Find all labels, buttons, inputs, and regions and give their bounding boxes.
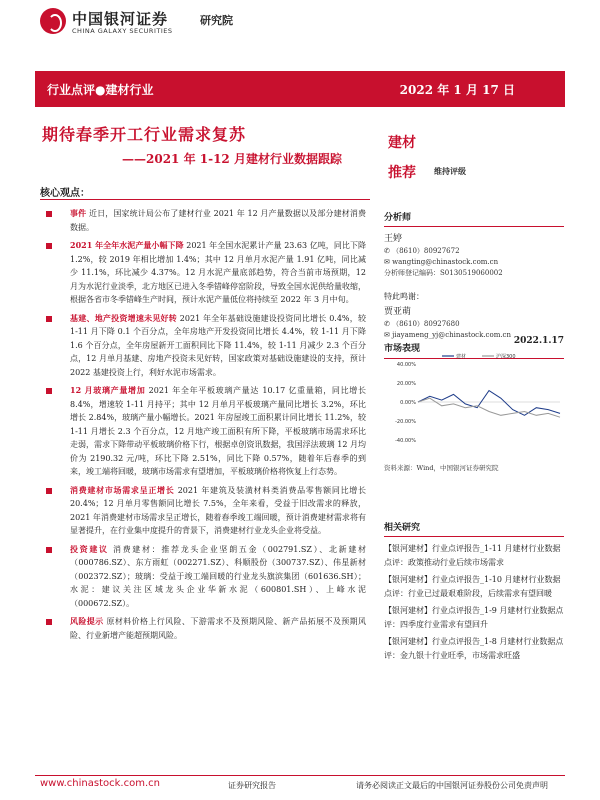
divider — [384, 536, 564, 537]
analyst-label: 分析师 — [384, 213, 412, 223]
y-tick-label: -40.00% — [395, 438, 416, 444]
list-item: 基建、地产投资增速未见好转 2021 年全年基础设施建设投资同比增长 0.4%，较 1-11 月下降 0.1 个百分点，全年房地产开发投资同比增长 4.4%，较 1-11 月下降 1.6 个百分点，全年房屋新开工面积同比下降 11.4%，较 1-11 月减少 2.3 个百分点，12 月单月基建、房地产投资未见好转，国家政策对基础设施建设的支持，预计 2022 基建投资上行，利好水泥市场需求。 — [42, 312, 366, 380]
related-item[interactable]: 【银河建材】行业点评报告_1-9 月建材行业数据点评：四季度行业需求有望回升 — [384, 606, 564, 629]
report-banner — [35, 71, 565, 107]
y-tick-label: 0.00% — [400, 400, 416, 406]
rating-label: 推荐 — [388, 165, 416, 181]
list-item: 风险提示 原材料价格上行风险、下游需求不及预期风险、新产品拓展不及预期风险、行业新增产能超预期风险。 — [42, 615, 366, 642]
assistant-email[interactable]: ✉ jiayameng_yj@chinastock.com.cn — [384, 331, 511, 339]
footer-divider — [35, 775, 565, 776]
bullet-icon — [46, 388, 52, 394]
bullet-icon — [46, 211, 52, 217]
core-points-label: 核心观点： — [40, 188, 90, 199]
report-date: 2022 年 1 月 17 日 — [399, 83, 515, 97]
core-points-list — [42, 207, 366, 647]
divider — [40, 199, 370, 200]
related-item[interactable]: 【银河建材】行业点评报告_1-8 月建材行业数据点评：金九银十行业旺季，市场需求旺盛 — [384, 637, 564, 660]
divider — [384, 226, 564, 227]
page-title: 期待春季开工行业需求复苏 — [42, 125, 247, 144]
y-tick-label: 20.00% — [396, 381, 416, 387]
list-item: 事件 近日，国家统计局公布了建材行业 2021 年 12 月产量数据以及部分建材消费数据。 — [42, 207, 366, 234]
assistant-name: 贾亚萌 — [384, 307, 412, 317]
market-label: 市场表现 — [384, 344, 421, 354]
y-tick-label: -20.00% — [395, 419, 416, 425]
footer-label: 证券研究报告 — [228, 781, 276, 790]
analyst-section — [384, 210, 564, 341]
mail-icon: ✉ — [384, 258, 393, 266]
related-item[interactable]: 【银河建材】行业点评报告_1-11 月建材行业数据点评：政策推动行业后续市场需求 — [384, 544, 561, 567]
related-item[interactable]: 【银河建材】行业点评报告_1-10 月建材行业数据点评：行业已过最艰难阶段，后续需求有望回暖 — [384, 575, 561, 598]
bullet-icon — [46, 243, 52, 249]
bullet-icon — [46, 488, 52, 494]
bullet-icon — [46, 619, 52, 625]
page-subtitle: ——2021 年 1-12 月建材行业数据跟踪 — [122, 152, 342, 166]
chart-source: 资料来源：Wind，中国银河证券研究院 — [384, 464, 499, 472]
acknowledgement-label: 特此鸣谢： — [384, 292, 424, 301]
bullet-icon — [46, 316, 52, 322]
industry-category: 建材 — [388, 135, 416, 151]
market-date: 2022.1.17 — [513, 336, 564, 346]
brand-name-cn: 中国银河证券 — [72, 10, 169, 28]
report-type: 行业点评●建材行业 — [47, 83, 154, 97]
logo-icon — [40, 8, 66, 34]
institute-label: 研究院 — [200, 14, 233, 27]
bullet-icon — [46, 547, 52, 553]
list-item: 12 月玻璃产量增加 2021 年全年平板玻璃产量达 10.17 亿重量箱，同比增长 8.4%，增速较 1-11 月持平；其中 12 月单月平板玻璃产量同比增长 3.2%，环比增长 2.84%，玻璃产量小幅增长。2021 年房屋竣工面积累计同比增长 11.2%，较 1-11 月增长 2.3 个百分点，12 月地产竣工面积有所下降，平板玻璃市场需求环比走弱，需求下降带动平板玻璃价格下行，根据卓创资讯数据，我国浮法玻璃 12 月均价为 2190.32 元/吨，环比下降 2.51%，同比下降 0.57%，随着年后春季的到来，竣工端将回暖，玻璃市场需求有望增加，平板玻璃价格将恢复上行态势。 — [42, 384, 366, 479]
related-label: 相关研究 — [384, 523, 421, 533]
list-item: 2021 年全年水泥产量小幅下降 2021 年全国水泥累计产量 23.63 亿吨，同比下降 1.2%，较 2019 年相比增加 1.4%；其中 12 月单月水泥产量 1.91 亿吨，同比减少 11.1%，环比减少 4.37%。12 月水泥产量底部趋势，符合当前市场预期，12 月为水泥行业淡季，北方地区已进入冬季错峰停窑阶段，导致全国水泥供给量收缩，根据各省市冬季错峰生产时间，预计水泥产量低位将持续至 2022 年 3 月中旬。 — [42, 239, 366, 307]
legend-label-a: 建材 — [456, 354, 467, 360]
y-tick-label: 40.00% — [396, 362, 416, 368]
list-item: 投资建议 消费建材：推荐龙头企业坚朗五金（002791.SZ）、北新建材（000786.SZ）、东方雨虹（002271.SZ）、科顺股份（300737.SZ）、伟星新材（002372.SZ）；玻璃：受益于竣工端回暖的行业龙头旗滨集团（601636.SH）；水泥：建议关注区域龙头企业华新水泥（600801.SH）、上峰水泥（000672.SZ）。 — [42, 543, 366, 611]
brand-name-en: CHINA GALAXY SECURITIES — [72, 27, 173, 35]
rating-note: 维持评级 — [434, 166, 466, 176]
analyst-phone: ✆ （8610）80927672 — [384, 247, 460, 255]
analyst-cert: 分析师登记编码：S0130519060002 — [384, 269, 503, 277]
assistant-phone: ✆ （8610）80927680 — [384, 320, 460, 328]
related-research — [384, 520, 564, 666]
analyst-email[interactable]: ✉ wangting@chinastock.com.cn — [384, 258, 499, 266]
phone-icon: ✆ — [384, 247, 393, 255]
legend-label-b: 沪深300 — [496, 354, 516, 360]
phone-icon: ✆ — [384, 320, 393, 328]
mail-icon: ✉ — [384, 331, 393, 339]
list-item: 消费建材市场需求呈正增长 2021 年建筑及装潢材料类消费品零售额同比增长 20.4%；12 月单月零售额同比增长 7.5%，全年来看，受益于旧改需求的释放，2021 年消费建材市场需求呈正增长，随着春季竣工端回暖，预计消费建材需求将有显著提升，在行业集中度提升的背景下，消费建材行业龙头企业将受益。 — [42, 484, 366, 538]
analyst-name: 王婷 — [384, 234, 403, 244]
footer-url[interactable]: www.chinastock.com.cn — [40, 778, 160, 789]
footer-disclaimer: 请务必阅读正文最后的中国银河证券股份公司免责声明 — [356, 781, 548, 790]
market-chart — [384, 350, 564, 446]
